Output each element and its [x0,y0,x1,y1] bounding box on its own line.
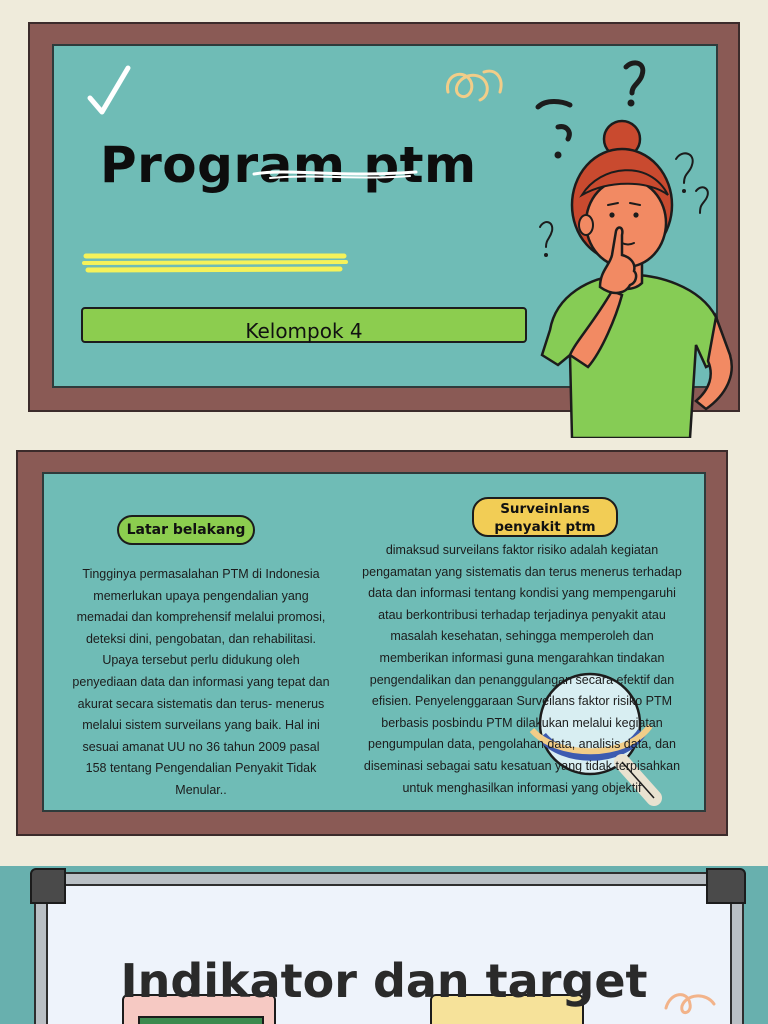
text-line: melalui sistem surveilans yang baik. Hal ini [82,718,320,733]
question-mark-icon [626,63,643,93]
latar-belakang-tag [117,515,255,545]
slide-latar-belakang[interactable] [0,438,768,866]
text-line: penyediaan data dan informasi yang tepat dan [72,674,330,689]
group-label-pill [81,307,527,343]
whiteboard-corner-right [706,868,746,904]
text-line: efisien. Penyelenggaraan Surveilans faktor risiko PTM [371,694,673,709]
slide-program-ptm[interactable] [0,0,768,438]
green-board-icon [138,1016,264,1024]
text-line: masalah kesehatan, sehingga memperoleh dan [390,629,654,644]
text-line: dimaksud surveilans faktor risiko adalah kegiatan [385,543,659,557]
text-line: diseminasi sebagai satu kesatuan yang tidak terpisahkan [363,758,681,773]
whiteboard-corner-left [30,868,66,904]
page-title: Indikator dan target [120,954,648,1008]
surveilans-label-line: Surveinlans [500,501,590,517]
text-line: pengumpulan data, pengolahan data, analisis data, dan [368,737,676,752]
latar-belakang-text [56,564,346,802]
text-line: memerlukan upaya pengendalian yang [93,588,309,603]
highlight-stroke [82,250,348,276]
text-line: atau berkontribusi terhadap terjadinya penyakit atau [378,607,666,622]
title-underline-doodle [250,164,420,184]
text-line: pengendalikan dan penanggulangan secara efektif dan [369,672,675,687]
checkmark-icon [84,62,134,118]
text-line: deteksi dini, pengobatan, dan rehabilitasi. [85,631,317,646]
page-title: Program ptm [100,136,477,194]
group-label: Kelompok 4 [245,319,363,343]
surveilans-label-line: penyakit ptm [494,519,596,535]
text-line: akurat secara sistematis dan terus- menerus [77,696,325,711]
slide-indikator-target[interactable] [0,866,768,1024]
text-line: berbasis posbindu PTM dilakukan melalui kegiatan [381,715,663,730]
text-line: Menular.. [175,782,227,797]
text-line: Tingginya permasalahan PTM di Indonesia [82,567,320,581]
text-line: Upaya tersebut perlu didukung oleh [102,653,300,668]
text-line: untuk menghasilkan informasi yang objektif [402,780,642,795]
latar-belakang-label: Latar belakang [126,522,246,538]
text-line: pengamatan yang sistematis dan terus menerus terhadap [362,564,682,579]
surveilans-text [352,540,692,799]
surveilans-tag [472,497,618,537]
text-line: sesuai amanat UU no 36 tahun 2009 pasal [82,739,320,754]
text-line: memberikan informasi guna mengarahkan tindakan [379,650,665,665]
text-line: data dan informasi tentang kondisi yang mempengaruhi [368,586,676,601]
swirl-doodle-icon [440,62,510,112]
text-line: 158 tentang Pengendalian Penyakit Tidak [85,761,317,776]
text-line: memadai dan komprehensif melalui promosi, [76,610,326,625]
thinking-girl-illustration [530,55,750,438]
